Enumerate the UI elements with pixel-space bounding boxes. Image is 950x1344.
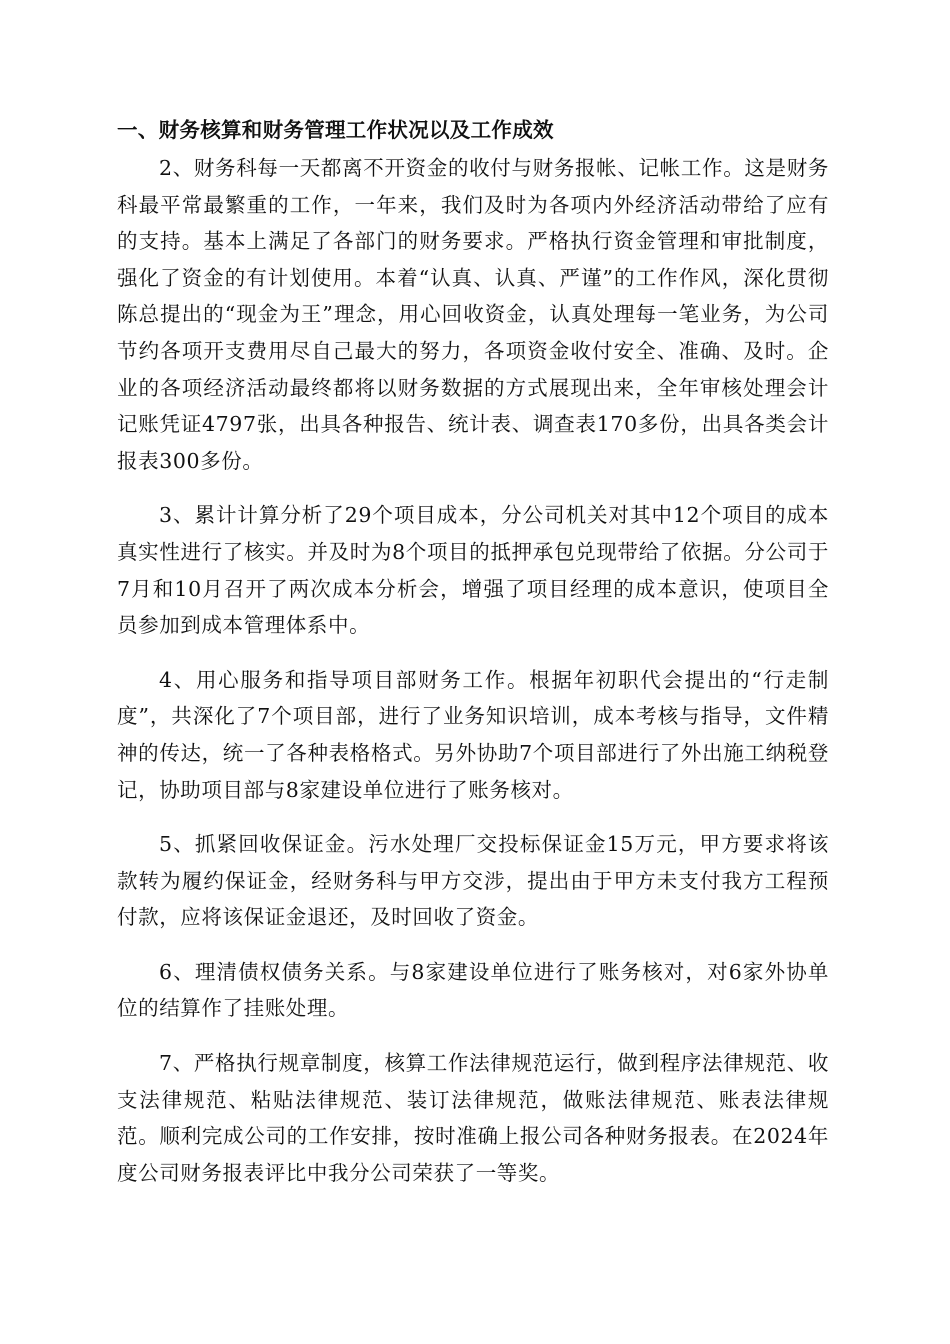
document-page (117, 110, 829, 1191)
paragraph-6-debt-relations: 6、理清债权债务关系。与8家建设单位进行了账务核对，对6家外协单位的结算作了挂账处理。 (117, 959, 829, 1021)
section-heading: 一、财务核算和财务管理工作状况以及工作成效 (117, 118, 554, 142)
paragraph-2-cash-handling: 2、财务科每一天都离不开资金的收付与财务报帐、记帐工作。这是财务科最平常最繁重的工作，一年来，我们及时为各项内外经济活动带给了应有的支持。基本上满足了各部门的财务要求。严格执行资金管理和审批制度，强化了资金的有计划使用。本着“认真、认真、严谨”的工作作风，深化贯彻陈总提出的“现金为王”理念，用心回收资金，认真处理每一笔业务，为公司节约各项开支费用尽自己最大的努力，各项资金收付安全、准确、及时。企业的各项经济活动最终都将以财务数据的方式展现出来，全年审核处理会计记账凭证4797张，出具各种报告、统计表、调查表170多份，出具各类会计报表300多份。 (117, 156, 829, 473)
paragraph-4-project-guidance: 4、用心服务和指导项目部财务工作。根据年初职代会提出的“行走制度”，共深化了7个项目部，进行了业务知识培训，成本考核与指导，文件精神的传达，统一了各种表格格式。另外协助7个项目部进行了外出施工纳税登记，协助项目部与8家建设单位进行了账务核对。 (117, 667, 829, 802)
paragraph-5-deposit-recovery: 5、抓紧回收保证金。污水处理厂交投标保证金15万元，甲方要求将该款转为履约保证金，经财务科与甲方交涉，提出由于甲方未支付我方工程预付款，应将该保证金退还，及时回收了资金。 (117, 832, 829, 930)
paragraph-7-regulations: 7、严格执行规章制度，核算工作法律规范运行，做到程序法律规范、收支法律规范、粘贴法律规范、装订法律规范，做账法律规范、账表法律规范。顺利完成公司的工作安排，按时准确上报公司各种财务报表。在2024年度公司财务报表评比中我分公司荣获了一等奖。 (117, 1051, 829, 1185)
paragraph-3-project-cost: 3、累计计算分析了29个项目成本，分公司机关对其中12个项目的成本真实性进行了核实。并及时为8个项目的抵押承包兑现带给了依据。分公司于7月和10月召开了两次成本分析会，增强了项目经理的成本意识，使项目全员参加到成本管理体系中。 (117, 503, 829, 638)
